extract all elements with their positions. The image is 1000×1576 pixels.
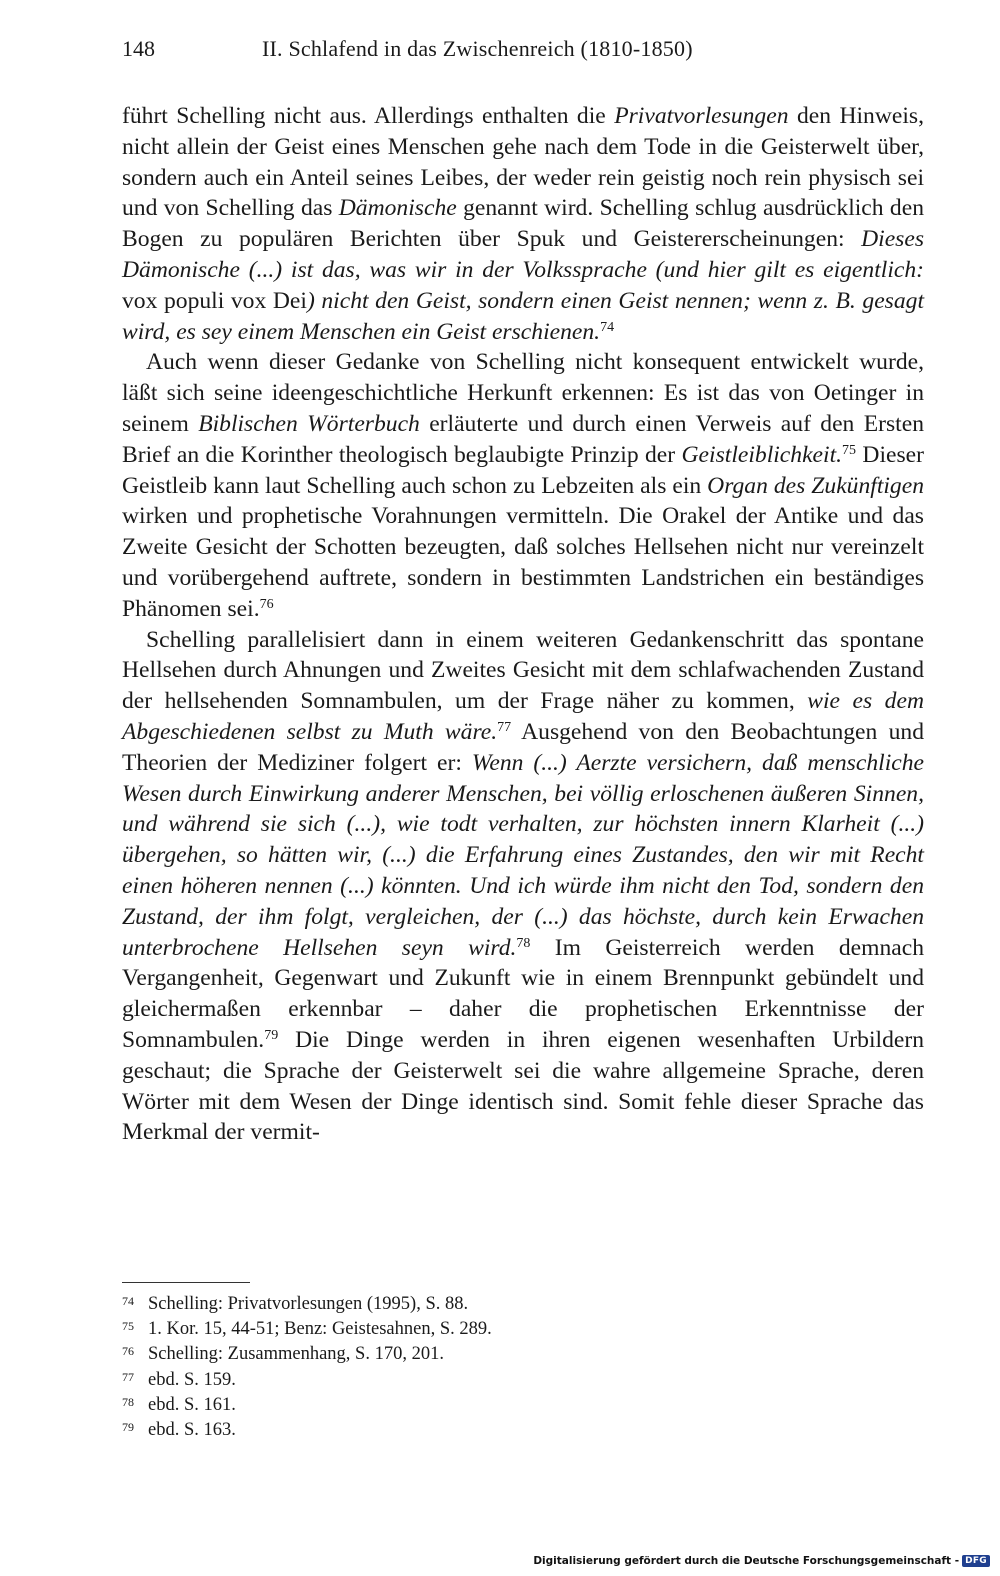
footnote-ref: 75 [842, 442, 857, 458]
italic-text: Geistleiblichkeit. [681, 441, 843, 468]
dfg-logo: DFG [962, 1555, 990, 1567]
footnote-text: 1. Kor. 15, 44-51; Benz: Geistesahnen, S. 289. [148, 1319, 492, 1340]
text-run: Dieser Geistleib kann laut Schelling auch schon zu Lebzeiten als ein [122, 441, 924, 499]
text-run: Schelling parallelisiert dann in einem weiteren Gedankenschritt das spontane Hellsehen durch Ahnungen und Zweites Gesicht mit dem schlafwachenden Zustand der hellsehenden Somnambulen, um der Frage näher zu kommen, [122, 626, 924, 715]
footnote [122, 1292, 822, 1317]
italic-text: Dämonische [338, 195, 457, 222]
running-head: II. Schlafend in das Zwischenreich (1810-1850) [262, 36, 693, 61]
footnote-ref: 74 [600, 319, 615, 335]
funding-credit: Digitalisierung gefördert durch die Deutsche Forschungsgemeinschaft - [533, 1555, 960, 1567]
footnote [122, 1317, 822, 1342]
paragraph [122, 101, 924, 347]
footnote-ref: 78 [516, 935, 531, 951]
text-run: genannt wird. Schelling schlug ausdrücklich den Bogen zu populären Berichten über Spuk und Geistererscheinungen: [122, 195, 924, 253]
footnote-number: 76 [122, 1344, 134, 1359]
italic-text: Privatvorlesungen [614, 103, 789, 129]
footnote [122, 1393, 822, 1418]
footnote-ref: 79 [264, 1027, 279, 1043]
footnote-separator [122, 1282, 250, 1283]
text-run: vox populi vox Dei [122, 287, 307, 314]
paragraph [122, 347, 924, 624]
body-text [122, 101, 924, 1148]
footnote-ref: 76 [259, 596, 274, 612]
text-run: erläuterte und durch einen Verweis auf den Ersten Brief an die Korinther theologisch beglaubigte Prinzip der [122, 410, 924, 468]
footnote-number: 74 [122, 1294, 134, 1308]
footnote-ref: 77 [497, 719, 512, 735]
footnote-text: ebd. S. 161. [148, 1394, 236, 1415]
text-run: Ausgehend von den Beobachtungen und Theorien der Mediziner folgert er: [122, 718, 924, 776]
text-run: Auch wenn dieser Gedanke von Schelling nicht konsequent entwickelt wurde, läßt sich seine ideengeschichtliche Herkunft erkennen: Es ist das von Oetinger in seinem [122, 349, 924, 437]
footnote [122, 1342, 822, 1367]
italic-text: Wenn (...) Aerzte versichern, daß menschliche Wesen durch Einwirkung anderer Menschen, bei völlig erloschenen äußeren Sinnen, und während sie sich (...), wie todt verhalten, zur höchsten innern Klarheit (...) übergehen, so hätten wir, (...) die Erfahrung eines Zustandes, den wir mit Recht einen höheren nennen (...) könnten. Und ich würde ihm nicht den Tod, sondern den Zustand, der ihm folgt, vergleichen, der (...) das höchste, durch kein Erwachen unterbrochene Hellsehen seyn wird. [122, 749, 924, 961]
paragraph [122, 625, 924, 1149]
footnote-number: 77 [122, 1369, 134, 1384]
page-number: 148 [122, 36, 155, 61]
page-header [122, 36, 922, 72]
footnote-text: Schelling: Privatvorlesungen (1995), S. 88. [148, 1294, 469, 1314]
footnote-text: ebd. S. 163. [148, 1420, 236, 1441]
text-run: Die Dinge werden in ihren eigenen wesenhaften Urbildern geschaut; die Sprache der Geisterwelt sei die wahre allgemeine Sprache, deren Wörter mit dem Wesen der Dinge identisch sind. Somit fehle dieser Sprache das Merkmal der vermit- [122, 1026, 924, 1146]
italic-text: wie es dem Abgeschiedenen selbst zu Muth wäre. [122, 688, 924, 745]
text-run: den Hinweis, nicht allein der Geist eines Menschen gehe nach dem Tode in die Geisterwelt über, sondern auch ein Anteil seines Leibes, der weder rein geistig noch rein physisch sei und von Schelling das [122, 103, 924, 222]
italic-text: Organ des Zukünftigen [707, 472, 925, 499]
italic-text: Dieses Dämonische (...) ist das, was wir in der Volkssprache (und hier gilt es eigentlich: [122, 226, 924, 283]
text-run: führt Schelling nicht aus. Allerdings enthalten die [122, 103, 615, 129]
footnote [122, 1368, 822, 1393]
footnote-text: Schelling: Zusammenhang, S. 170, 201. [148, 1344, 444, 1365]
footnote-number: 78 [122, 1394, 134, 1409]
footnotes [122, 1292, 822, 1443]
italic-text: Biblischen Wörterbuch [198, 410, 420, 437]
footnote [122, 1418, 822, 1443]
footnote-text: ebd. S. 159. [148, 1369, 236, 1390]
footnote-number: 79 [122, 1420, 134, 1435]
text-run: wirken und prophetische Vorahnungen vermitteln. Die Orakel der Antike und das Zweite Gesicht der Schotten bezeugten, daß solches Hellsehen nicht nur vereinzelt und vorübergehend auftrete, sondern in bestimmten Landstrichen ein beständiges Phänomen sei. [122, 503, 924, 622]
digitization-footer [533, 1552, 990, 1570]
italic-text: ) nicht den Geist, sondern einen Geist nennen; wenn z. B. gesagt wird, es sey einem Menschen ein Geist erschienen. [122, 287, 924, 345]
footnote-number: 75 [122, 1319, 134, 1334]
text-run: Im Geisterreich werden demnach Vergangenheit, Gegenwart und Zukunft wie in einem Brennpunkt gebündelt und gleichermaßen erkennbar – daher die prophetischen Erkenntnisse der Somnambulen. [122, 934, 924, 1053]
